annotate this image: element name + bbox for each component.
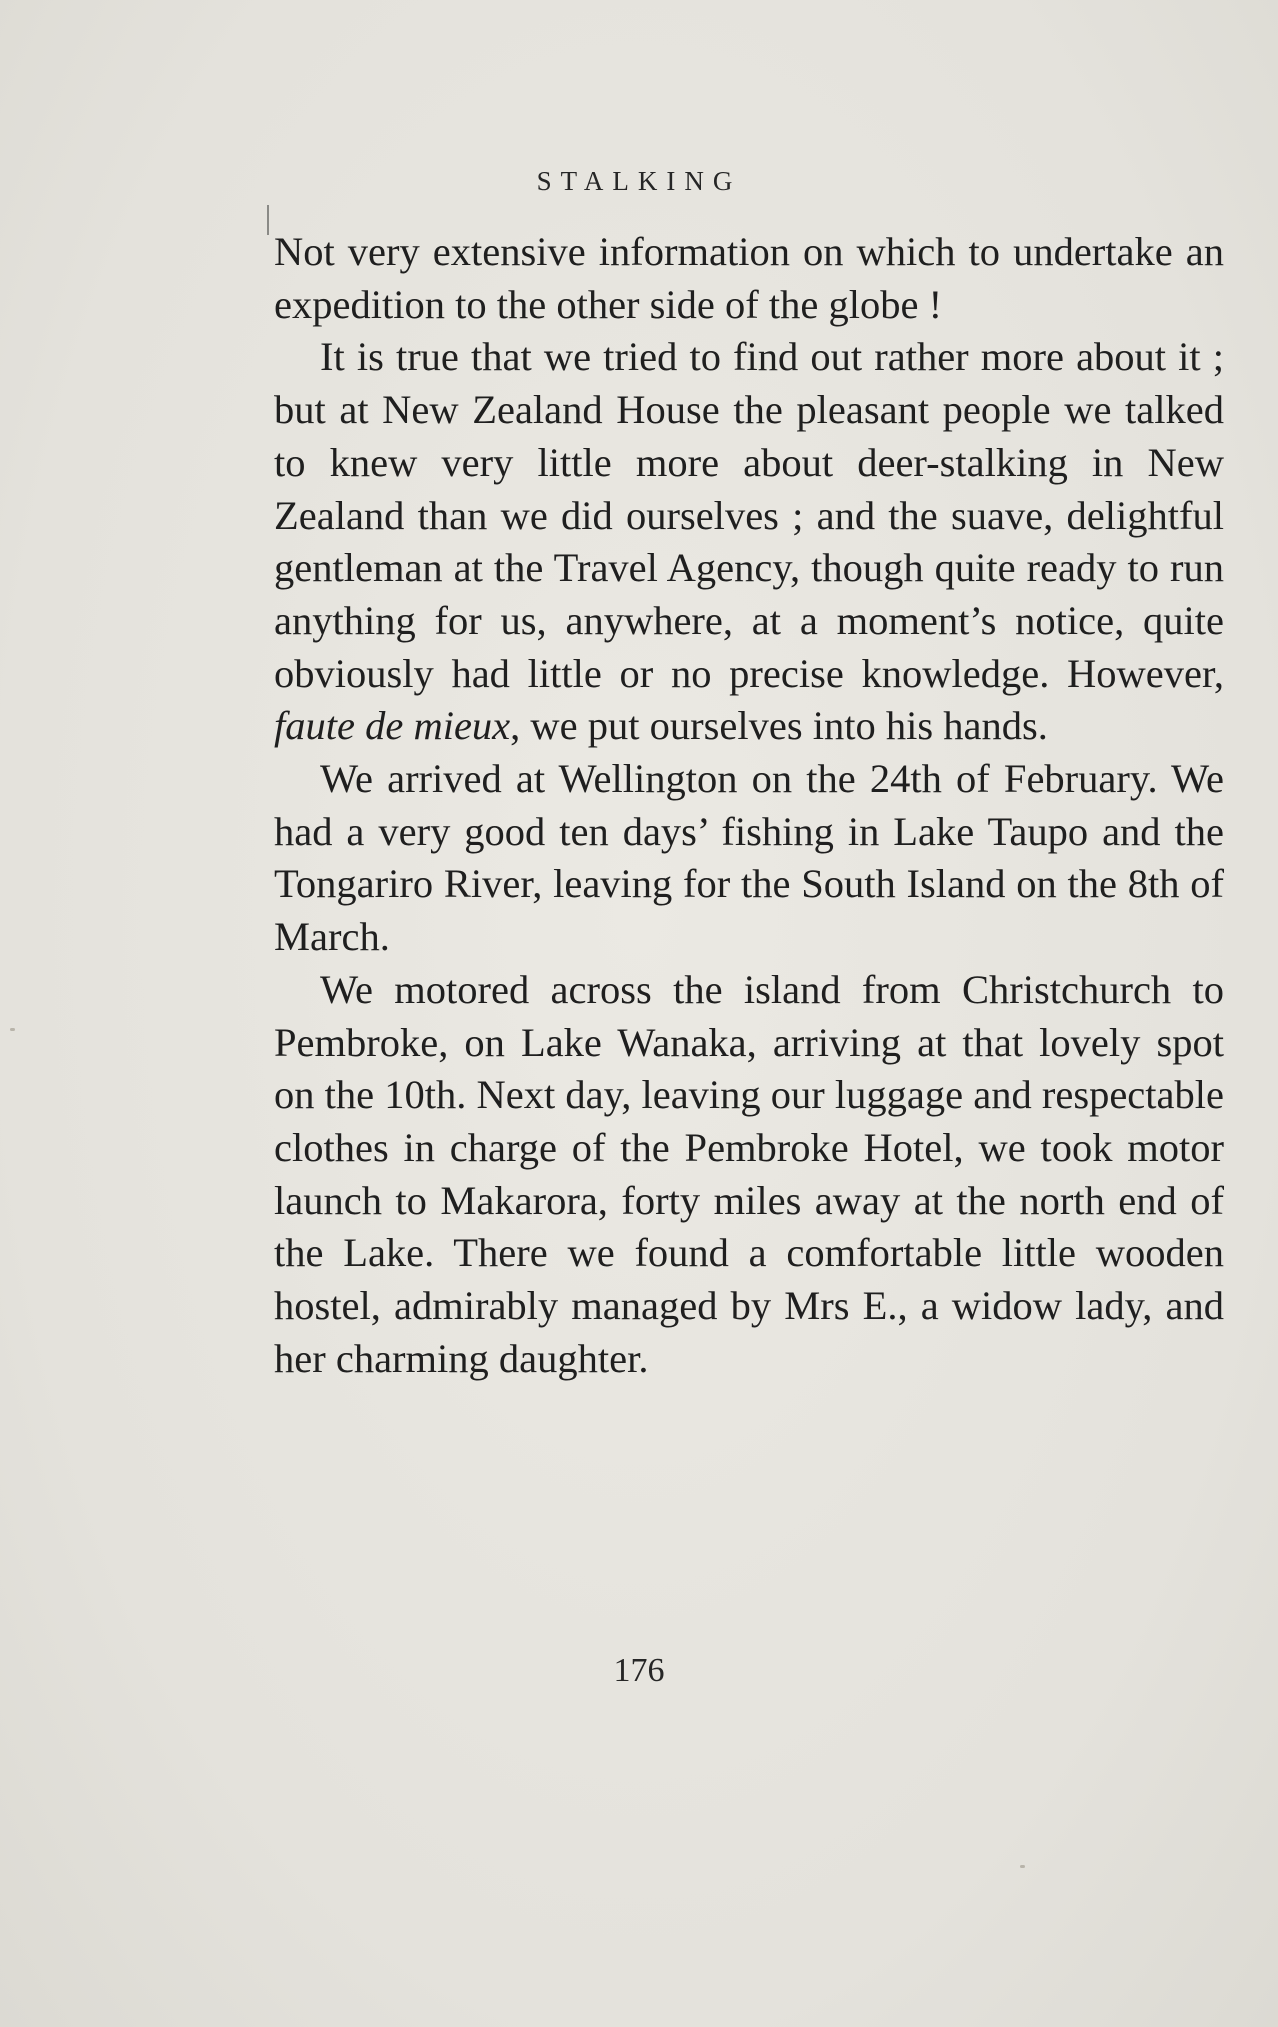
italic-phrase: faute de mieux: [274, 703, 511, 749]
paper-speck: [10, 1028, 15, 1031]
paragraph-2: [274, 331, 1224, 753]
paragraph-3: We arrived at Wellington on the 24th of February. We had a very good ten days’ fishing in Lake Taupo and the Tongariro River, leaving for the South Island on the 8th of March.: [274, 756, 1224, 960]
paragraph-2-text-end: , we put ourselves into his hands.: [510, 703, 1048, 749]
page-number: 176: [613, 1652, 665, 1689]
paragraph-2-text: It is true that we tried to find out rather more about it ; but at New Zealand House the pleasant people we talked to knew very little more about deer-stalking in New Zealand than we did ourselves ; and the suave, delightful gentleman at the Travel Agency, though quite ready to run anything for us, anywhere, at a moment’s notice, quite obviously had little or no precise knowledge. However,: [274, 334, 1224, 696]
paragraph-4: We motored across the island from Christchurch to Pembroke, on Lake Wanaka, arriving at that lovely spot on the 10th. Next day, leaving our luggage and respectable clothes in charge of the Pembroke Hotel, we took motor launch to Makarora, forty miles away at the north end of the Lake. There we found a comfortable little wooden hostel, admirably managed by Mrs E., a widow lady, and her charming daughter.: [274, 966, 1224, 1381]
running-head: STALKING: [536, 166, 742, 196]
body-text: [274, 226, 1224, 1385]
paper-speck: [1020, 1865, 1025, 1868]
margin-mark: [267, 205, 269, 235]
paragraph-1: Not very extensive information on which to undertake an expedition to the other side of the globe !: [274, 229, 1224, 327]
